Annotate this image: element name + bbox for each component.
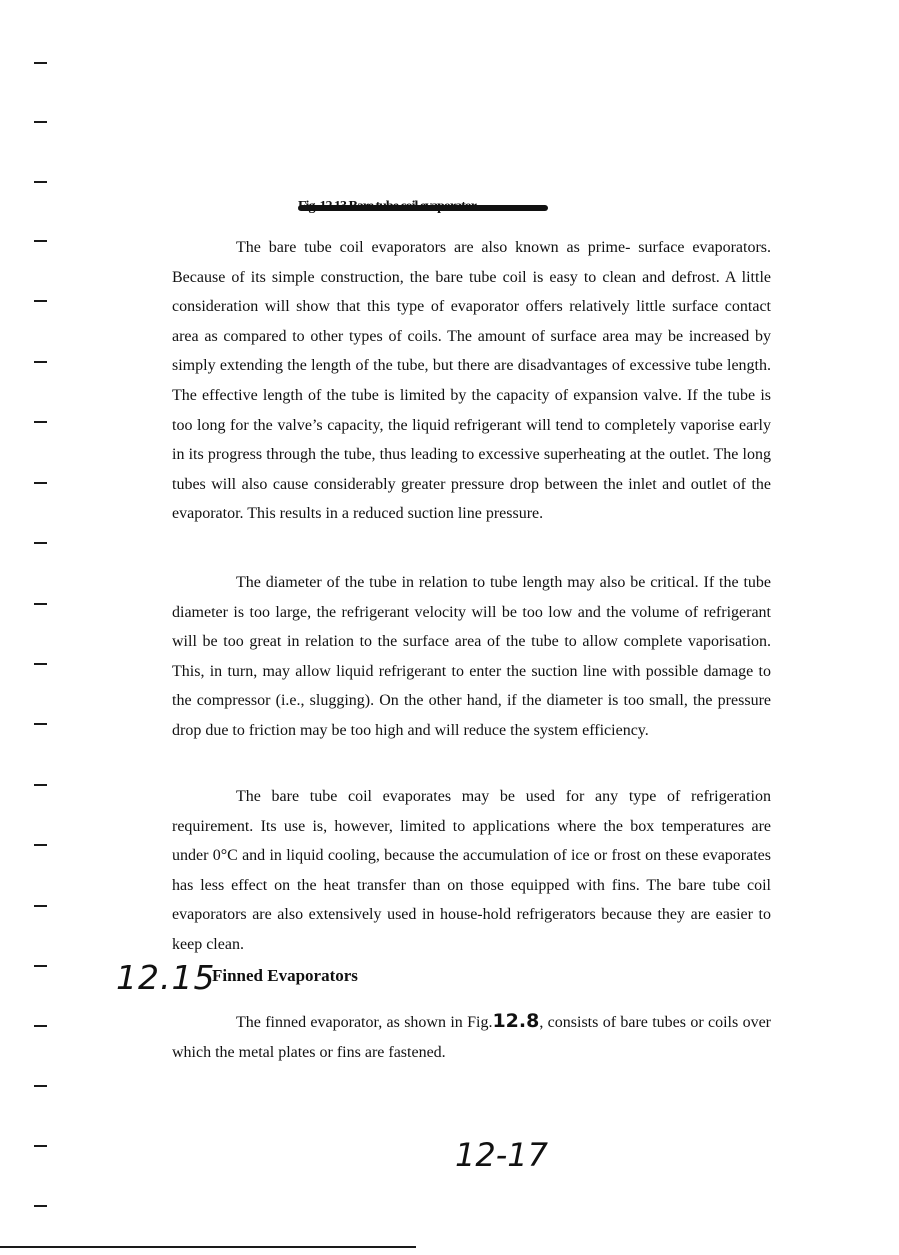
margin-mark	[34, 1085, 47, 1087]
margin-mark	[34, 1025, 47, 1027]
margin-mark	[34, 723, 47, 725]
paragraph-bare-tube-intro: The bare tube coil evaporators are also known as prime- surface evaporators. Because of its simple construction, the bare tube coil is easy to clean and defrost. A little consideration will show that this type of evaporator offers relatively little surface contact area as compared to other types of coils. The amount of surface area may be increased by simply extending the length of the tube, but there are disadvantages of excessive tube length. The effective length of the tube is limited by the capacity of expansion valve. If the tube is too long for the valve’s capacity, the liquid refrigerant will tend to completely vaporise early in its progress through the tube, thus leading to excessive superheating at the outlet. The long tubes will also cause considerably greater pressure drop between the inlet and outlet of the evaporator. This results in a reduced suction line pressure.	[172, 239, 771, 523]
paragraph-text-after: , consists of bare tubes or coils over which the metal plates or fins are fastened.	[172, 1014, 771, 1061]
margin-mark	[34, 905, 47, 907]
margin-mark	[34, 784, 47, 786]
margin-mark	[34, 121, 47, 123]
margin-mark	[34, 62, 47, 64]
margin-mark	[34, 421, 47, 423]
paragraph-bare-tube-uses: The bare tube coil evaporates may be used for any type of refrigeration requirement. Its use is, however, limited to applications where the box temperatures are under 0°C and in liquid cooling, because the accumulation of ice or frost on these evaporates has less effect on the heat transfer than on those equipped with fins. The bare tube coil evaporators are also extensively used in house-hold refrigerators because they are easier to keep clean.	[172, 788, 771, 953]
margin-mark	[34, 542, 47, 544]
page-number: 12-17	[455, 1136, 548, 1174]
margin-mark	[34, 482, 47, 484]
margin-mark	[34, 361, 47, 363]
margin-mark	[34, 663, 47, 665]
paragraph-finned-evaporator	[172, 1007, 771, 1067]
margin-mark	[34, 1145, 47, 1147]
margin-mark	[34, 181, 47, 183]
bottom-rule	[0, 1246, 416, 1248]
section-number: 12.15	[116, 958, 216, 997]
margin-mark	[34, 300, 47, 302]
margin-mark	[34, 965, 47, 967]
section-title: Finned Evaporators	[212, 966, 358, 985]
margin-mark	[34, 240, 47, 242]
margin-mark	[34, 603, 47, 605]
paragraph-text-before: The finned evaporator, as shown in Fig.	[236, 1014, 493, 1031]
figure-caption	[298, 199, 548, 215]
paragraph-tube-diameter: The diameter of the tube in relation to tube length may also be critical. If the tube diameter is too large, the refrigerant velocity will be too low and the volume of refrigerant will be too great in relation to the surface area of the tube to allow complete vaporisation. This, in turn, may allow liquid refrigerant to enter the suction line with possible damage to the compressor (i.e., slugging). On the other hand, if the diameter is too small, the pressure drop due to friction may be too high and will reduce the system efficiency.	[172, 574, 771, 739]
margin-mark	[34, 844, 47, 846]
figure-reference: 12.8	[492, 1010, 540, 1032]
margin-mark	[34, 1205, 47, 1207]
caption-strikeout	[298, 205, 548, 211]
